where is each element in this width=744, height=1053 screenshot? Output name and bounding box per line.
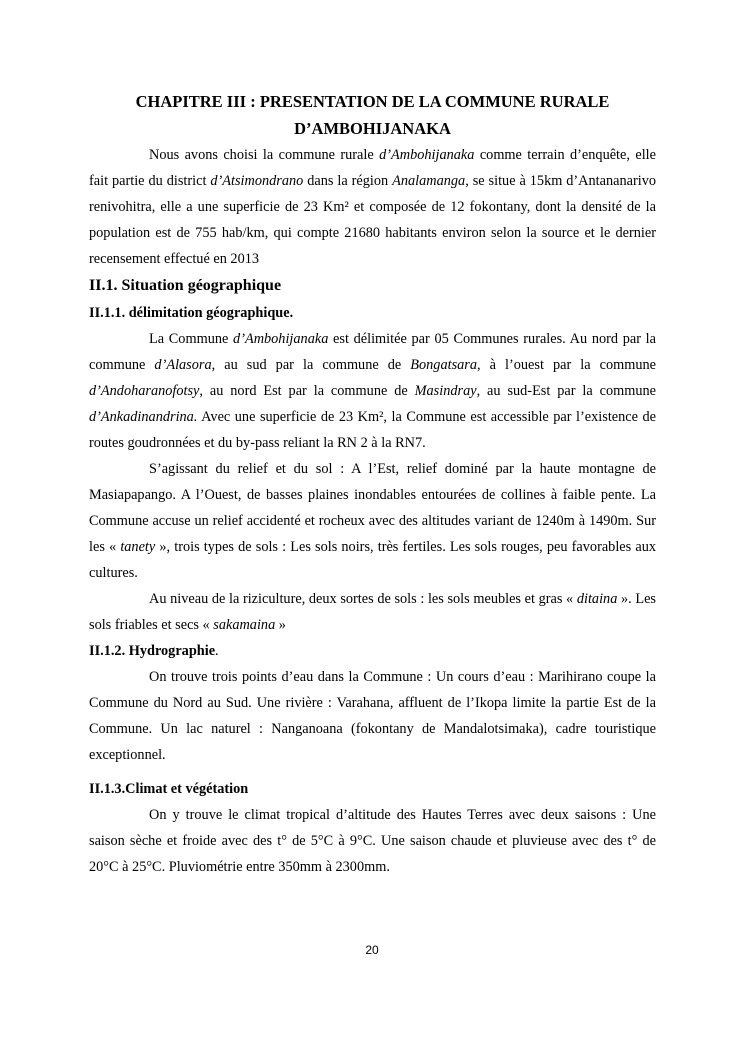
climat-paragraph: On y trouve le climat tropical d’altitude des Hautes Terres avec deux saisons : Une saison sèche et froide avec des t° de 5°C à 9°C. Une saison chaude et pluvieuse avec des t° de 20°C à 25°C. Pluviométrie entre 350mm à 2300mm. [89, 807, 656, 875]
section-heading-situation: II.1. Situation géographique [89, 277, 282, 294]
hydrographie-paragraph: On trouve trois points d’eau dans la Commune : Un cours d’eau : Marihirano coupe la Commune du Nord au Sud. Une rivière : Varahana, affluent de l’Ikopa limite la partie Est de la Commune. Un lac naturel : Nanganoana (fokontany de Mandalotsimaka), cadre touristique exceptionnel. [89, 669, 656, 763]
intro-paragraph: Nous avons choisi la commune rurale d’Ambohijanaka comme terrain d’enquête, elle fait partie du district d’Atsimondrano dans la région Analamanga, se situe à 15km d’Antananarivo renivohitra, elle a une superficie de 23 Km² et composée de 12 fokontany, dont la densité de la population est de 755 hab/km, qui compte 21680 habitants environ selon la source et le dernier recensement effectué en 2013 [89, 147, 656, 267]
section-heading-delimitation: II.1.1. délimitation géographique. [89, 305, 294, 321]
chapter-title-line-2: D’AMBOHIJANAKA [294, 119, 451, 138]
section-heading-climat: II.1.3.Climat et végétation [89, 781, 249, 797]
delimitation-paragraph: La Commune d’Ambohijanaka est délimitée par 05 Communes rurales. Au nord par la commune d’Alasora, au sud par la commune de Bongatsara, à l’ouest par la commune d’Andoharanofotsy, au nord Est par la commune de Masindray, au sud-Est par la commune d’Ankadinandrina. Avec une superficie de 23 Km², la Commune est accessible par l’existence de routes goudronnées et du by-pass reliant la RN 2 à la RN7. [89, 331, 657, 451]
page-number: 20 [365, 943, 379, 957]
section-heading-hydrographie: II.1.2. Hydrographie. [89, 643, 219, 659]
document-page [89, 88, 656, 880]
chapter-title-line-1: CHAPITRE III : PRESENTATION DE LA COMMUNE RURALE [135, 92, 610, 111]
relief-paragraph: S’agissant du relief et du sol : A l’Est, relief dominé par la haute montagne de Masiapapango. A l’Ouest, de basses plaines inondables entourées de collines à faible pente. La Commune accuse un relief accidenté et rocheux avec des altitudes variant de 1240m à 1490m. Sur les « tanety », trois types de sols : Les sols noirs, très fertiles. Les sols rouges, peu favorables aux cultures. [89, 461, 656, 581]
riziculture-paragraph: Au niveau de la riziculture, deux sortes de sols : les sols meubles et gras « ditaina ». Les sols friables et secs « sakamaina » [89, 591, 656, 633]
